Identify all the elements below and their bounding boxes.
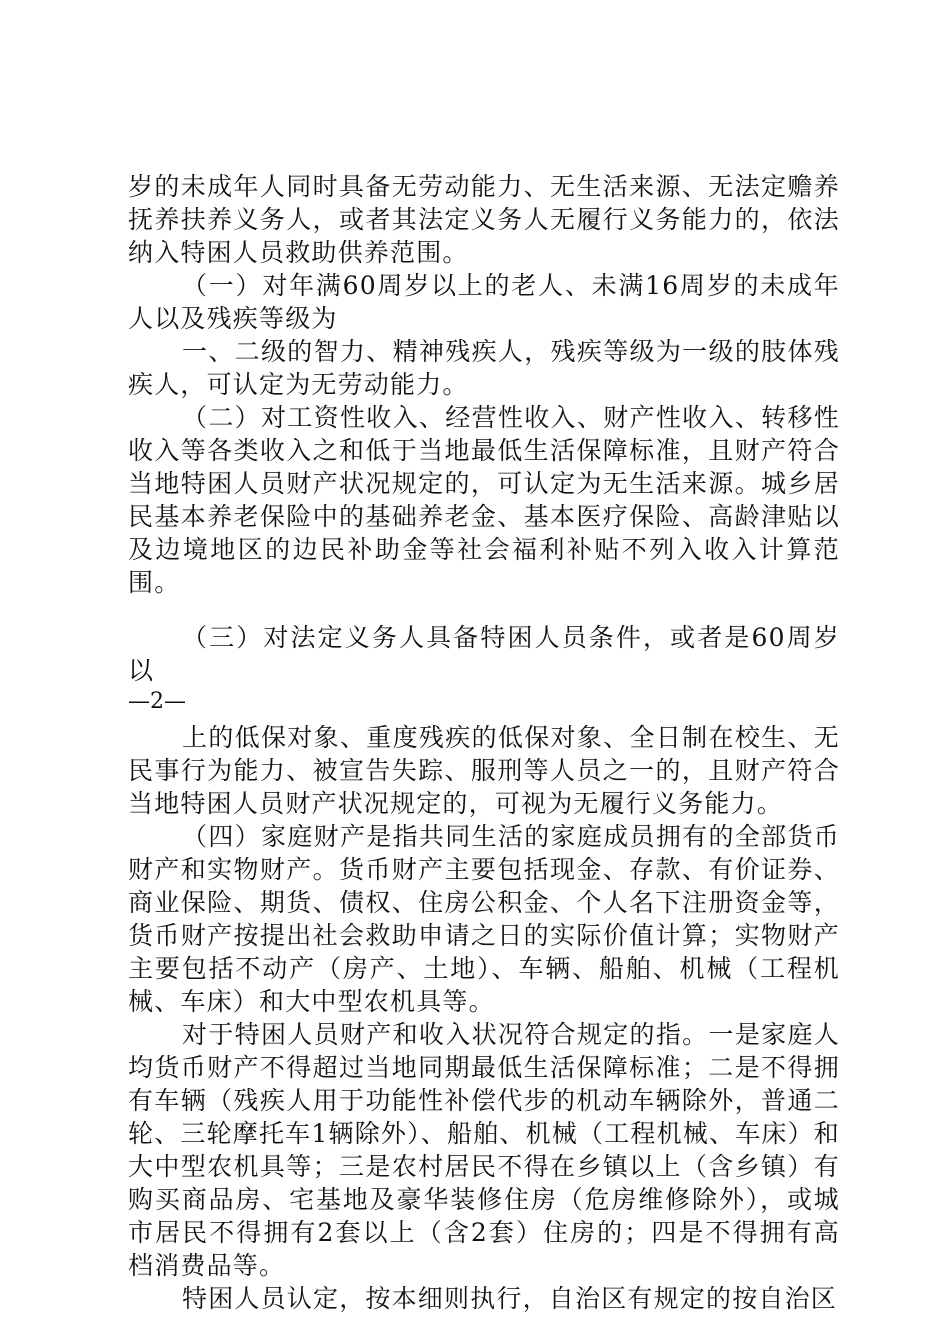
paragraph-item-1: （一）对年满60周岁以上的老人、未满16周岁的未成年人以及残疾等级为 (128, 271, 840, 333)
paragraph-item-2: （二）对工资性收入、经营性收入、财产性收入、转移性收入等各类收入之和低于当地最低生活保障标准，且财产符合当地特困人员财产状况规定的，可认定为无生活来源。城乡居民基本养老保险中的基础养老金、基本医疗保险、高龄津贴以及边境地区的边民补助金等社会福利补贴不列入收入计算范围。 (128, 403, 840, 597)
paragraph-item-3: （三）对法定义务人具备特困人员条件，或者是60周岁以 (128, 623, 840, 685)
paragraph-gap (128, 599, 840, 621)
page-number: —2— (128, 689, 186, 714)
paragraph-item-1-continued: 一、二级的智力、精神残疾人，残疾等级为一级的肢体残疾人，可认定为无劳动能力。 (128, 337, 840, 399)
paragraph-continuation: 岁的未成年人同时具备无劳动能力、无生活来源、无法定赡养抚养扶养义务人，或者其法定义务人无履行义务能力的，依法纳入特困人员救助供养范围。 (128, 172, 840, 267)
paragraph-final: 特困人员认定，按本细则执行，自治区有规定的按自治区 (182, 1284, 838, 1313)
paragraph-item-4: （四）家庭财产是指共同生活的家庭成员拥有的全部货币财产和实物财产。货币财产主要包括现金、存款、有价证券、商业保险、期货、债权、住房公积金、个人名下注册资金等，货币财产按提出社会救助申请之日的实际价值计算；实物财产主要包括不动产（房产、土地）、车辆、船舶、机械（工程机械、车床）和大中型农机具等。 (128, 822, 840, 1016)
paragraph-item-3-continued: 上的低保对象、重度残疾的低保对象、全日制在校生、无民事行为能力、被宣告失踪、服刑等人员之一的，且财产符合当地特困人员财产状况规定的，可视为无履行义务能力。 (128, 723, 840, 818)
paragraph-property-rules: 对于特困人员财产和收入状况符合规定的指。一是家庭人均货币财产不得超过当地同期最低生活保障标准；二是不得拥有车辆（残疾人用于功能性补偿代步的机动车辆除外，普通二轮、三轮摩托车1辆除外）、船舶、机械（工程机械、车床）和大中型农机具等；三是农村居民不得在乡镇以上（含乡镇）有购买商品房、宅基地及豪华装修住房（危房维修除外），或城市居民不得拥有2套以上（含2套）住房的；四是不得拥有高档消费品等。 (128, 1020, 841, 1280)
document-page (128, 170, 840, 1315)
